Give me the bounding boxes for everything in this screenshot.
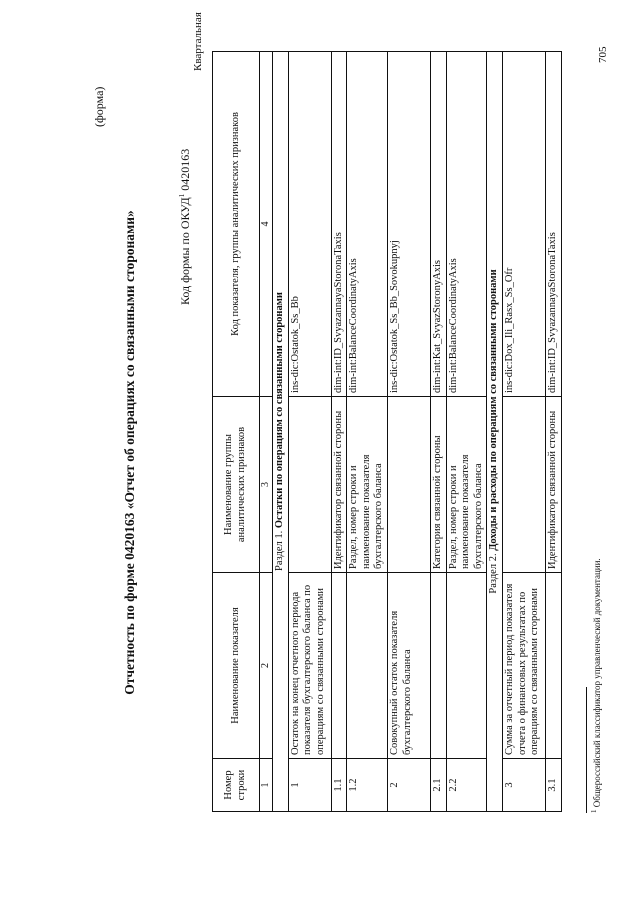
footnote (590, 558, 602, 813)
column-number: 4 (260, 52, 273, 397)
table-row (446, 52, 487, 812)
group-name: Раздел, номер строки и наименование показателя бухгалтерского баланса (347, 397, 388, 573)
section-2-heading (487, 52, 503, 812)
footnote-divider (586, 687, 587, 813)
footnote-mark: 1 (590, 809, 598, 813)
indicator-code: dim-int:Kat_SvyazStoronyAxis (430, 52, 446, 397)
row-number: 1.2 (347, 759, 388, 812)
table-row (288, 52, 331, 812)
row-number: 3.1 (545, 759, 561, 812)
document-title: Отчетность по форме 0420163 «Отчет об операциях со связанными сторонами» (122, 210, 137, 695)
section-1-heading (273, 52, 289, 812)
page-number: 705 (597, 46, 609, 63)
row-number: 2.2 (446, 759, 487, 812)
indicator-code: ins-dic:Dox_Ili_Rasx_Ss_Ofr (502, 52, 545, 397)
group-name: Раздел, номер строки и наименование показателя бухгалтерского баланса (446, 397, 487, 573)
column-number-row (260, 52, 273, 812)
indicator-code: ins-dic:Ostatok_Ss_Bb (288, 52, 331, 397)
row-number: 3 (502, 759, 545, 812)
column-number: 2 (260, 573, 273, 759)
indicator-name (430, 573, 446, 759)
group-name: Идентификатор связанной стороны (545, 397, 561, 573)
form-note: (форма) (92, 86, 106, 127)
section-2-row (487, 52, 503, 812)
section-1-prefix: Раздел 1. (274, 530, 285, 571)
header-indicator-name: Наименование показателя (213, 573, 260, 759)
group-name: Идентификатор связанной стороны (331, 397, 347, 573)
indicator-name: Совокупный остаток показателя бухгалтерского баланса (387, 573, 430, 759)
column-number: 1 (260, 759, 273, 812)
reporting-period: Квартальная (192, 12, 204, 71)
indicator-name (331, 573, 347, 759)
group-name (387, 397, 430, 573)
header-row (213, 52, 260, 812)
row-number: 2 (387, 759, 430, 812)
section-1-title: Остатки по операциям со связанными сторонами (274, 292, 285, 529)
okud-code-line (178, 149, 193, 305)
row-number: 1 (288, 759, 331, 812)
table-row (387, 52, 430, 812)
indicator-code: dim-int:ID_SvyazannayaStoronaTaxis (331, 52, 347, 397)
indicator-code: dim-int:ID_SvyazannayaStoronaTaxis (545, 52, 561, 397)
row-number: 1.1 (331, 759, 347, 812)
table-row (545, 52, 561, 812)
header-row-number: Номер строки (213, 759, 260, 812)
table-row (347, 52, 388, 812)
indicator-name (446, 573, 487, 759)
section-2-prefix: Раздел 2. (488, 553, 500, 594)
indicator-code: ins-dic:Ostatok_Ss_Bb_Sovokupnyj (387, 52, 430, 397)
report-table (212, 51, 562, 812)
table-row (331, 52, 347, 812)
indicator-code: dim-int:BalanceCoordinatyAxis (347, 52, 388, 397)
indicator-name (347, 573, 388, 759)
indicator-name (545, 573, 561, 759)
indicator-code: dim-int:BalanceCoordinatyAxis (446, 52, 487, 397)
header-code: Код показателя, группы аналитических признаков (213, 52, 260, 397)
group-name (502, 397, 545, 573)
column-number: 3 (260, 397, 273, 573)
section-1-row (273, 52, 289, 812)
okud-footnote-mark: 1 (178, 193, 186, 198)
group-name (288, 397, 331, 573)
header-group-name: Наименование группы аналитических признаков (213, 397, 260, 573)
indicator-name: Сумма за отчетный период показателя отчета о финансовых результатах по операциям со связанными сторонами (502, 573, 545, 759)
table-row (502, 52, 545, 812)
row-number: 2.1 (430, 759, 446, 812)
section-2-title: Доходы и расходы по операциям со связанными сторонами (488, 269, 500, 551)
okud-code: 0420163 (178, 148, 192, 191)
indicator-name: Остаток на конец отчетного периода показателя бухгалтерского баланса по операциям со связанными сторонами (288, 573, 331, 759)
table-row (430, 52, 446, 812)
footnote-text: Общероссийский классификатор управленческой документации. (592, 558, 602, 808)
group-name: Категория связанной стороны (430, 397, 446, 573)
okud-label: Код формы по ОКУД (178, 197, 192, 305)
